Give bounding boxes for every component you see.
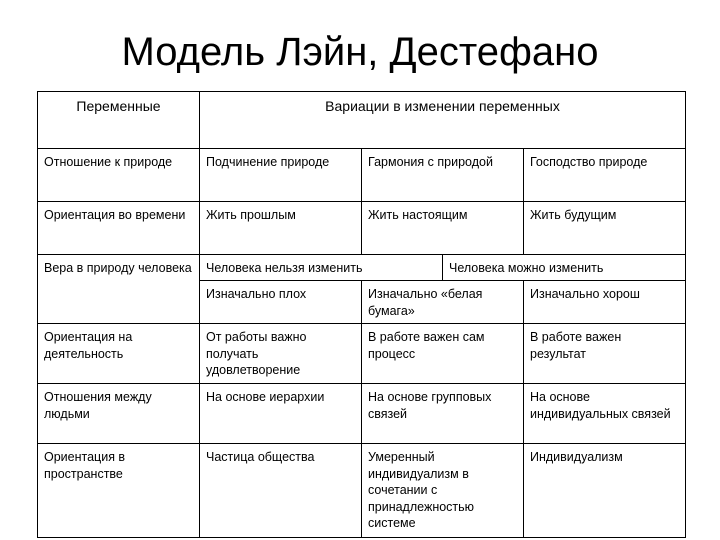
cell-human-2: Изначально «белая бумага» [362,281,524,324]
cell-human-can-change: Человека можно изменить [443,255,686,281]
row-label-human: Вера в природу человека [38,255,200,324]
cell-space-2: Умеренный индивидуализм в сочетании с принадлежностью системе [362,444,524,538]
table-row [38,149,686,202]
cell-relations-3: На основе индивидуальных связей [524,384,686,444]
cell-activity-2: В работе важен сам процесс [362,324,524,384]
cell-nature-2: Гармония с природой [362,149,524,202]
cell-time-2: Жить настоящим [362,202,524,255]
cell-relations-2: На основе групповых связей [362,384,524,444]
table-row [38,324,686,384]
header-variations: Вариации в изменении переменных [200,92,686,149]
cell-time-1: Жить прошлым [200,202,362,255]
cell-human-cannot-change: Человека нельзя изменить [200,255,443,281]
cell-activity-3: В работе важен результат [524,324,686,384]
cell-nature-3: Господство природе [524,149,686,202]
cell-nature-1: Подчинение природе [200,149,362,202]
cell-relations-1: На основе иерархии [200,384,362,444]
row-label-relations: Отношения между людьми [38,384,200,444]
table-row [38,444,686,538]
row-label-time: Ориентация во времени [38,202,200,255]
header-variables: Переменные [38,92,200,149]
cell-human-3: Изначально хорош [524,281,686,324]
cell-time-3: Жить будущим [524,202,686,255]
row-label-space: Ориентация в пространстве [38,444,200,538]
page-title: Модель Лэйн, Дестефано [121,30,599,74]
row-label-nature: Отношение к природе [38,149,200,202]
table-row [38,202,686,255]
culture-model-table [37,91,686,538]
cell-space-1: Частица общества [200,444,362,538]
cell-activity-1: От работы важно получать удовлетворение [200,324,362,384]
table-row [38,384,686,444]
cell-space-3: Индивидуализм [524,444,686,538]
table-row [38,255,686,281]
cell-human-1: Изначально плох [200,281,362,324]
row-label-activity: Ориентация на деятельность [38,324,200,384]
